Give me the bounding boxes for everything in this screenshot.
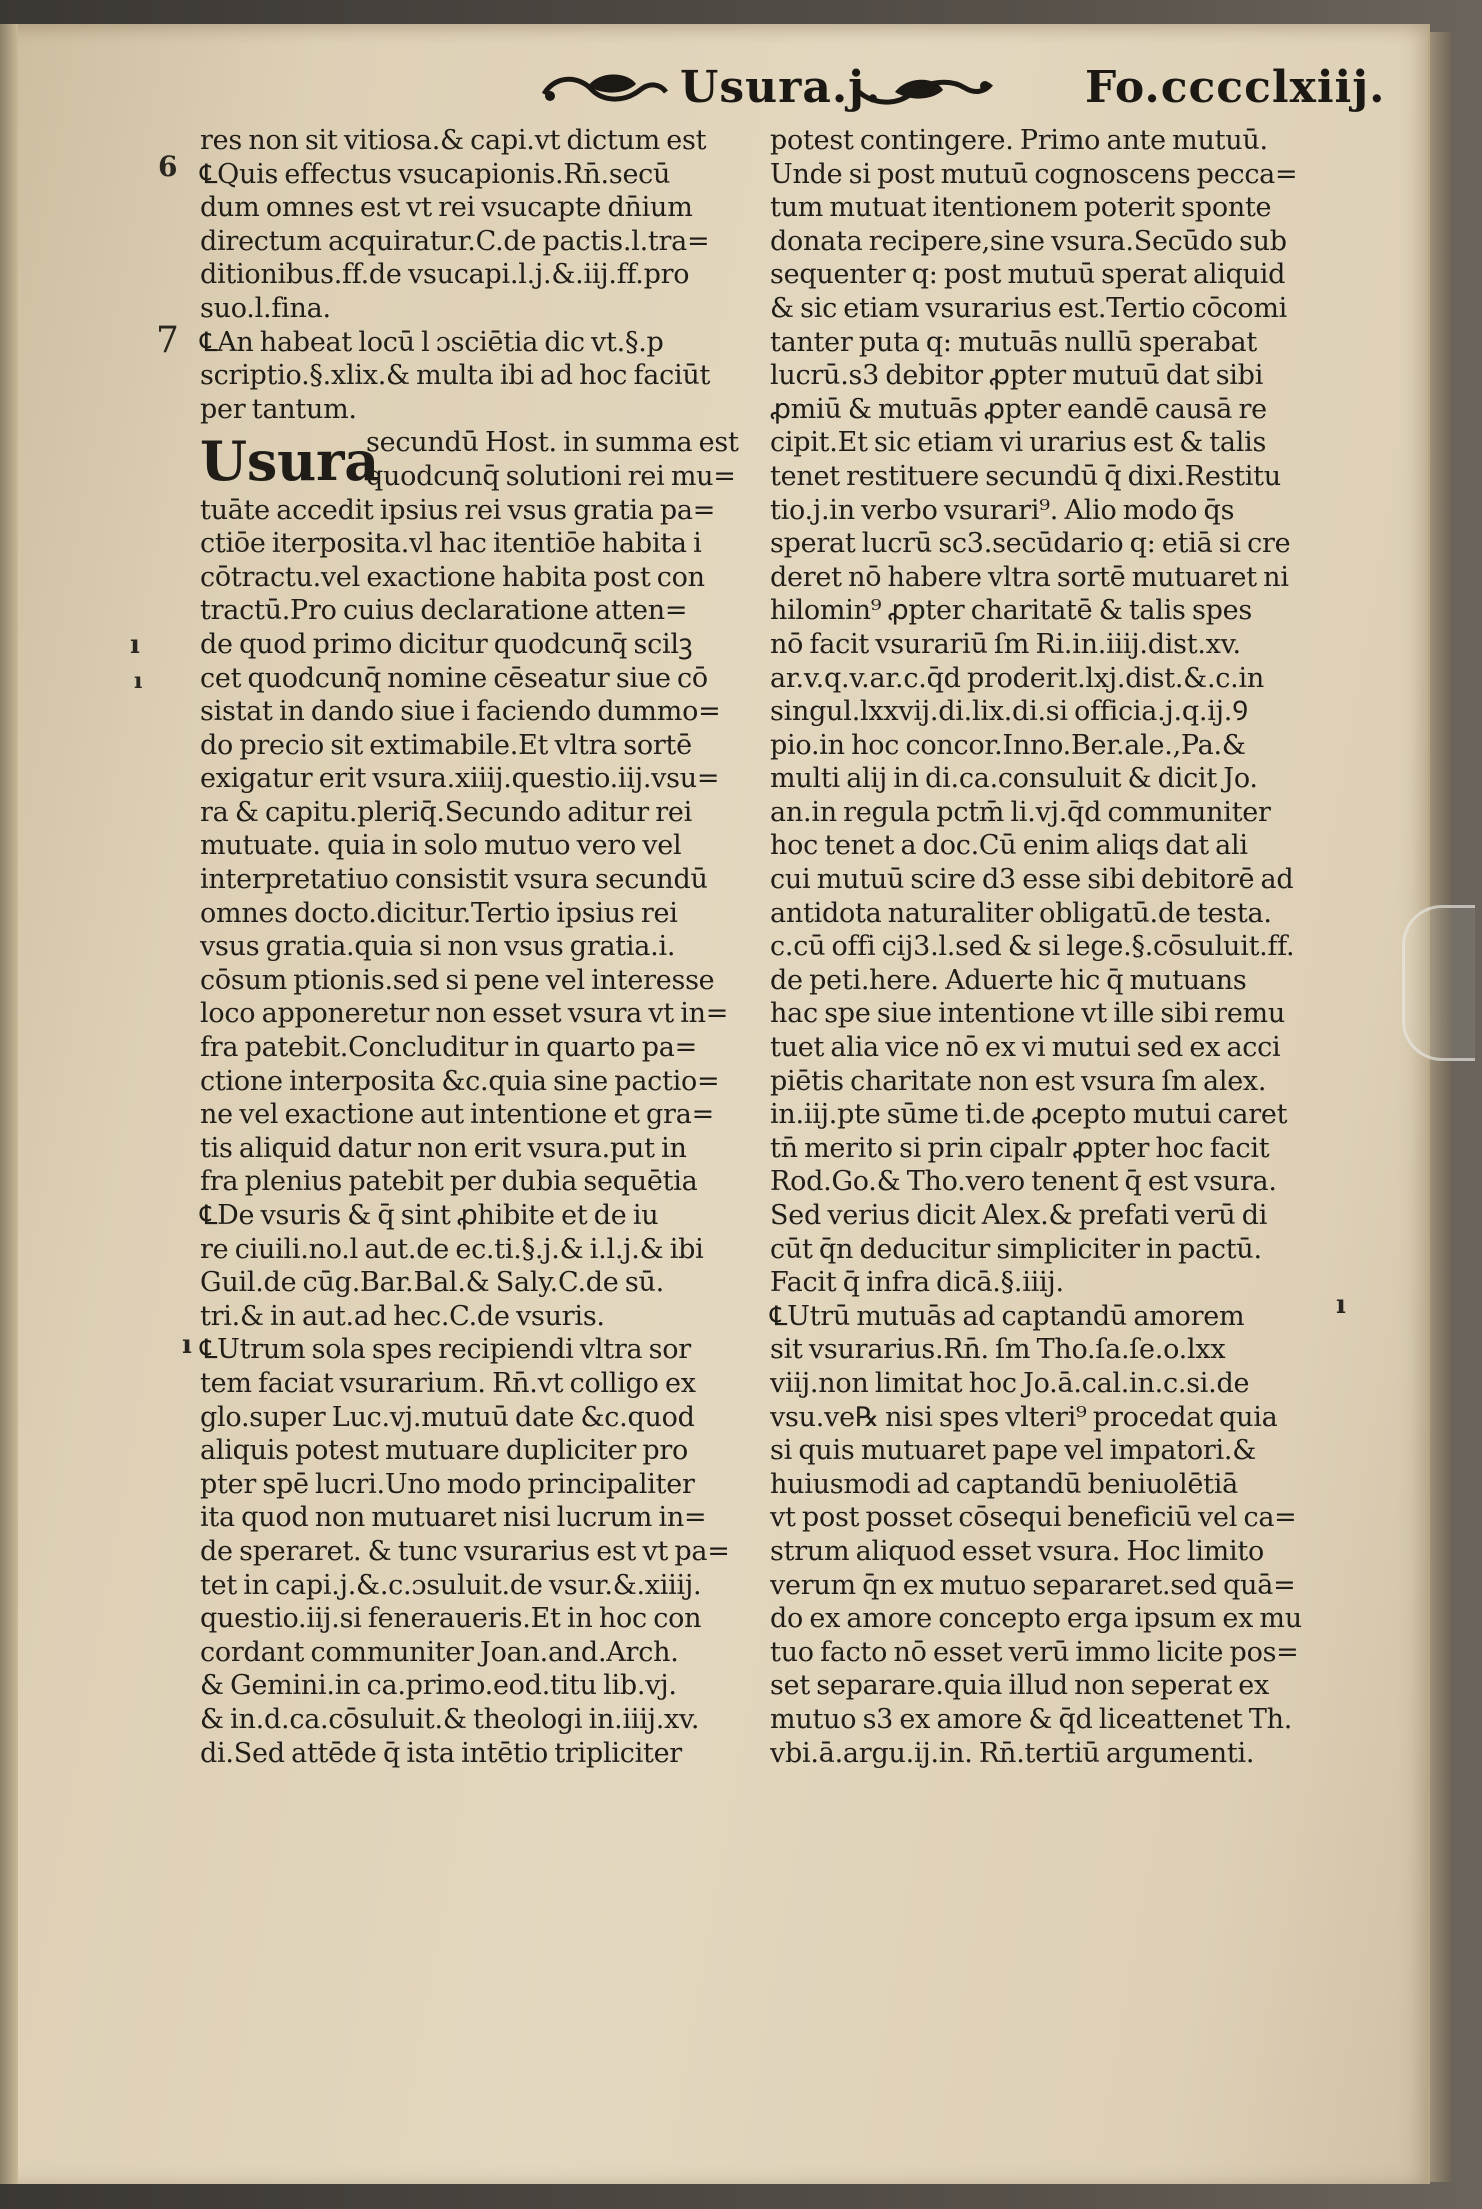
- margin-note-7: 7: [156, 320, 179, 361]
- text-line: donata recipere,sine vsura.Secūdo sub: [770, 225, 1287, 257]
- text-line: sistat in dando siue i faciendo dummo=: [200, 696, 721, 728]
- text-line: tenet restituere secundū q̄ dixi.Restitu: [770, 460, 1281, 492]
- text-line: cōsum ptionis.sed si pene vel interesse: [200, 964, 715, 996]
- text-line: ra & capitu.pleriq̄.Secundo aditur rei: [200, 796, 692, 828]
- text-line: Facit q̄ infra dicā.§.iiij.: [770, 1267, 1064, 1299]
- text-line: cipit.Et sic etiam vi urarius est & talis: [770, 427, 1267, 459]
- right-text-column: [770, 124, 1330, 1770]
- margin-tick-mark: ı: [134, 668, 143, 694]
- text-line: tem faciat vsurarium. Rn̄.vt colligo ex: [200, 1367, 696, 1399]
- text-line: loco apponeretur non esset vsura vt in=: [200, 998, 729, 1030]
- left-text-column: [200, 124, 760, 1770]
- text-line: directum acquiratur.C.de pactis.l.tra=: [200, 225, 710, 257]
- text-line: ar.v.q.v.ar.c.q̄d proderit.lxj.dist.&.c.in: [770, 662, 1265, 694]
- text-line: pter spē lucri.Uno modo principaliter: [200, 1468, 695, 1500]
- text-line: cordant communiter Joan.and.Arch.: [200, 1636, 679, 1668]
- fleuron-ornament-right: [855, 64, 995, 116]
- text-line: ctiōe iterposita.vl hac itentiōe habita i: [200, 528, 702, 560]
- text-line: cūt q̄n deducitur simpliciter in pactū.: [770, 1233, 1262, 1265]
- text-line: & Gemini.in ca.primo.eod.titu lib.vj.: [200, 1670, 677, 1702]
- text-line: Sed verius dicit Alex.& prefati verū di: [770, 1200, 1268, 1231]
- page-edge: [1430, 32, 1452, 2182]
- text-line: scriptio.§.xlix.& multa ibi ad hoc faciūt: [200, 360, 711, 392]
- text-line: an.in regula pctm̄ li.vj.q̄d communiter: [770, 796, 1271, 828]
- text-line: mutuo s3 ex amore & q̄d liceattenet Th.: [770, 1703, 1293, 1735]
- text-line: tuo facto nō esset verū immo licite pos=: [770, 1636, 1299, 1668]
- text-line: si quis mutuaret pape vel impatori.&: [770, 1435, 1257, 1467]
- text-line: tri.& in aut.ad hec.C.de vsuris.: [200, 1300, 605, 1332]
- text-line: ℄An habeat locū l ɔsciētia dic vt.§.p: [200, 326, 664, 358]
- text-line: ita quod non mutuaret nisi lucrum in=: [200, 1502, 707, 1534]
- text-line: Unde si post mutuū cognoscens pecca=: [770, 158, 1298, 190]
- text-line: ℄Utrū mutuās ad captandū amorem: [770, 1300, 1245, 1332]
- text-line: omnes docto.dicitur.Tertio ipsius rei: [200, 897, 678, 929]
- text-line: tn̄ merito si prin cipalr ꝓpter hoc facit: [770, 1132, 1270, 1164]
- text-line: glo.super Luc.vj.mutuū date &c.quod: [200, 1401, 695, 1433]
- text-line: huiusmodi ad captandū beniuolētiā: [770, 1468, 1238, 1500]
- text-line: sequenter q: post mutuū sperat aliquid: [770, 259, 1286, 291]
- text-line: ne vel exactione aut intentione et gra=: [200, 1099, 714, 1131]
- text-line: cui mutuū scire d3 esse sibi debitorē ad: [770, 864, 1294, 896]
- text-line: mutuate. quia in solo mutuo vero vel: [200, 830, 682, 862]
- text-line: interpretatiuo consistit vsura secundū: [200, 864, 708, 896]
- text-line: ℄Quis effectus vsucapionis.Rn̄.secū: [200, 158, 671, 190]
- text-line: ctione interposita &c.quia sine pactio=: [200, 1065, 720, 1097]
- running-header: [540, 58, 1386, 128]
- text-line: hac spe siue intentione vt ille sibi remu: [770, 998, 1286, 1030]
- text-line: tum mutuat itentionem poterit sponte: [770, 192, 1272, 224]
- text-line: quodcunq̄ solutioni rei mu=: [366, 460, 736, 492]
- text-line: piētis charitate non est vsura ſm alex.: [770, 1065, 1267, 1097]
- text-line: deret nō habere vltra sortē mutuaret ni: [770, 561, 1289, 593]
- running-title: Usura.j.: [680, 62, 882, 113]
- text-line: ℄Utrum sola spes recipiendi vltra sor: [200, 1334, 691, 1366]
- text-line: lucrū.s3 debitor ꝓpter mutuū dat sibi: [770, 360, 1264, 392]
- page-clip: [1402, 905, 1475, 1061]
- text-line: tio.j.in verbo vsurari⁹. Alio modo q̄s: [770, 494, 1235, 526]
- text-line: do precio sit extimabile.Et vltra sortē: [200, 729, 692, 761]
- text-line: verum q̄n ex mutuo separaret.sed quā=: [770, 1569, 1296, 1601]
- text-line: fra plenius patebit per dubia sequētia: [200, 1166, 698, 1198]
- text-line: ℄De vsuris & q̄ sint ꝓhibite et de iu: [200, 1200, 659, 1231]
- margin-tick-mark: ı: [130, 630, 140, 660]
- text-line: tractū.Pro cuius declaratione atten=: [200, 595, 688, 627]
- margin-tick-mark: ı: [182, 1330, 192, 1360]
- gutter-shadow: [0, 24, 18, 2184]
- text-line: re ciuili.no.l aut.de ec.ti.§.j.& i.l.j.& ibi: [200, 1233, 704, 1265]
- text-line: tet in capi.j.&.c.ɔsuluit.de vsur.&.xiiij.: [200, 1569, 702, 1601]
- text-line: hilomin⁹ ꝓpter charitatē & talis spes: [770, 595, 1252, 627]
- margin-tick-mark: ı: [1336, 1290, 1346, 1320]
- text-line: tuāte accedit ipsius rei vsus gratia pa=: [200, 494, 716, 526]
- text-line: de peti.here. Aduerte hic q̄ mutuans: [770, 964, 1247, 996]
- text-line: cet quodcunq̄ nomine cēseatur siue cō: [200, 662, 708, 694]
- text-line: in.iij.pte sūme ti.de ꝓcepto mutui caret: [770, 1099, 1288, 1131]
- fleuron-ornament-left: [540, 64, 670, 116]
- right-column-lines: [770, 124, 1330, 1770]
- text-line: potest contingere. Primo ante mutuū.: [770, 125, 1268, 156]
- text-line: vt post posset cōsequi beneficiū vel ca=: [770, 1502, 1297, 1534]
- text-line: singul.lxxvij.di.lix.di.si officia.j.q.ij.Ꝯ: [770, 696, 1248, 728]
- text-line: cōtractu.vel exactione habita post con: [200, 561, 705, 593]
- left-column-lines-b: [200, 494, 760, 1771]
- text-line: de speraret. & tunc vsurarius est vt pa=: [200, 1535, 730, 1567]
- text-line: set separare.quia illud non seperat ex: [770, 1670, 1269, 1702]
- text-line: sperat lucrū sc3.secūdario q: etiā si cre: [770, 528, 1291, 560]
- folio-number: Fo.cccclxiij.: [1085, 62, 1386, 113]
- text-line: tuet alia vice nō ex vi mutui sed ex acci: [770, 1032, 1281, 1064]
- text-line: hoc tenet a doc.Cū enim aliqs dat ali: [770, 830, 1248, 862]
- text-line: per tantum.: [200, 393, 357, 425]
- text-line: nō facit vsurariū ſm Ri.in.iiij.dist.xv.: [770, 628, 1241, 660]
- text-line: do ex amore concepto erga ipsum ex mu: [770, 1603, 1302, 1635]
- text-line: ditionibus.ff.de vsucapi.l.j.&.iij.ff.pro: [200, 259, 690, 291]
- text-line: fra patebit.Concluditur in quarto pa=: [200, 1032, 697, 1064]
- text-line: pio.in hoc concor.Inno.Ber.ale.,Pa.&: [770, 729, 1246, 761]
- usura-initial-word: Usura: [200, 429, 379, 494]
- text-line: dum omnes est vt rei vsucapte dn̄ium: [200, 192, 693, 224]
- text-line: sit vsurarius.Rn̄. ſm Tho.ſa.ſe.o.lxx: [770, 1334, 1226, 1366]
- text-line: vsus gratia.quia si non vsus gratia.i.: [200, 931, 676, 963]
- text-line: di.Sed attēde q̄ ista intētio tripliciter: [200, 1737, 682, 1769]
- text-line: Guil.de cūg.Bar.Bal.& Saly.C.de sū.: [200, 1267, 664, 1299]
- text-line: Rod.Go.& Tho.vero tenent q̄ est vsura.: [770, 1166, 1277, 1198]
- text-line: secundū Host. in summa est: [366, 427, 739, 459]
- left-column-lines-a: [200, 124, 760, 426]
- text-line: exigatur erit vsura.xiiij.questio.iij.vsu=: [200, 763, 720, 795]
- text-line: res non sit vitiosa.& capi.vt dictum est: [200, 125, 707, 156]
- text-line: & sic etiam vsurarius est.Tertio cōcomi: [770, 292, 1288, 324]
- text-line: c.cū offi cij3.l.sed & si lege.§.cōsuluit.ff.: [770, 931, 1295, 963]
- text-line: questio.iij.si feneraueris.Et in hoc con: [200, 1603, 702, 1635]
- text-line: tis aliquid datur non erit vsura.put in: [200, 1132, 687, 1164]
- text-line: suo.l.fina.: [200, 292, 331, 324]
- text-line: tanter puta q: mutuās nullū sperabat: [770, 326, 1257, 358]
- text-line: ꝓmiū & mutuās ꝓpter eandē causā re: [770, 393, 1267, 425]
- text-line: antidota naturaliter obligatū.de testa.: [770, 897, 1272, 929]
- usura-heading: [200, 426, 760, 493]
- text-line: multi alij in di.ca.consuluit & dicit Jo.: [770, 763, 1258, 795]
- text-line: & in.d.ca.cōsuluit.& theologi in.iiij.xv.: [200, 1703, 700, 1735]
- text-line: strum aliquod esset vsura. Hoc limito: [770, 1535, 1264, 1567]
- text-line: vbi.ā.argu.ij.in. Rn̄.tertiū argumenti.: [770, 1737, 1255, 1769]
- text-line: viij.non limitat hoc Jo.ā.cal.in.c.si.de: [770, 1367, 1250, 1399]
- text-line: vsu.ve℞ nisi spes vlteri⁹ procedat quia: [770, 1401, 1278, 1433]
- text-line: de quod primo dicitur quodcunq̄ scilꝫ: [200, 628, 693, 660]
- margin-note-6: 6: [158, 150, 178, 183]
- text-line: aliquis potest mutuare dupliciter pro: [200, 1435, 689, 1467]
